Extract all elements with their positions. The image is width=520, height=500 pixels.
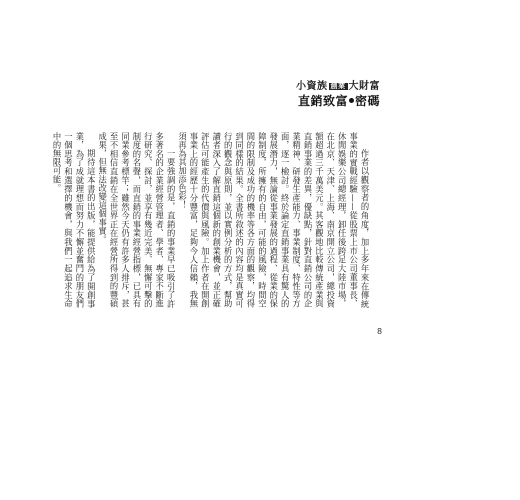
paragraph-1: 作者以觀察者的角度，加上多年來在傳統事業的實戰經驗——從股票上市公司董事長、休閒娛樂公司總經理，卸任後跨足大陸市場，在北京、天津、上海、南京開立公司，總投資額超過三千萬美元。其客觀地比較傳統產業與直銷事業的差異，優缺點，針對直銷公司的企業精神、研發生產能力、事業制度、特性等方面，逐一檢討。終於論定直銷事業具有驚人的發展潛力，無論從事業發展的過程、從業的保障制度，所擁有的自由，可能的風險，時間空間的限制及成功的機率等各方面的觀察，均得到同樣的結果。全書所敘述的內容均是真實可行的觀念與原則，並以實例分析的方式，幫助讀者深入了解直銷這個新的創業機會，並正確評估可能產生的代價與風險。加上作者在開創事業上的經歷十分豐富，足夠今人信賴，我無須再為其加添色彩！ xyxy=(177,132,370,308)
page-number: 8 xyxy=(377,327,383,336)
logo-suffix: 大財富 xyxy=(348,81,380,92)
logo-title-b: 密碼 xyxy=(354,94,380,108)
logo-badge: 創業 xyxy=(330,82,346,90)
series-logo-line1 xyxy=(296,82,380,92)
logo-title-a: 直銷致富 xyxy=(297,94,348,108)
logo-dot-icon xyxy=(349,98,354,103)
vertical-body-text xyxy=(52,132,370,308)
logo-prefix: 小資族 xyxy=(296,81,328,92)
paragraph-3: 期待這本書的出版，能提供給為了開創事業，為了成就理想而努力不懈並奮鬥的朋友們一個思考和選擇的機會，與我們一起追求生命中的無限可能。 xyxy=(52,132,97,308)
series-logo xyxy=(296,82,380,107)
paragraph-2: 一要強調的是，直銷的事業早已吸引了許多著名的企業經營管理者、學者、專家不斷進行研究、探討，並享有幾近完美、無懈可擊的制度的名聲，而直銷的事業經營指標，已具有同業參考標竿；雖然今天仍有許多人排斥，甚至不相信直銷在全世界正在經營所得到的豐碩成果，但無法改變這個事實。 xyxy=(97,132,177,308)
series-logo-line2 xyxy=(296,95,380,107)
